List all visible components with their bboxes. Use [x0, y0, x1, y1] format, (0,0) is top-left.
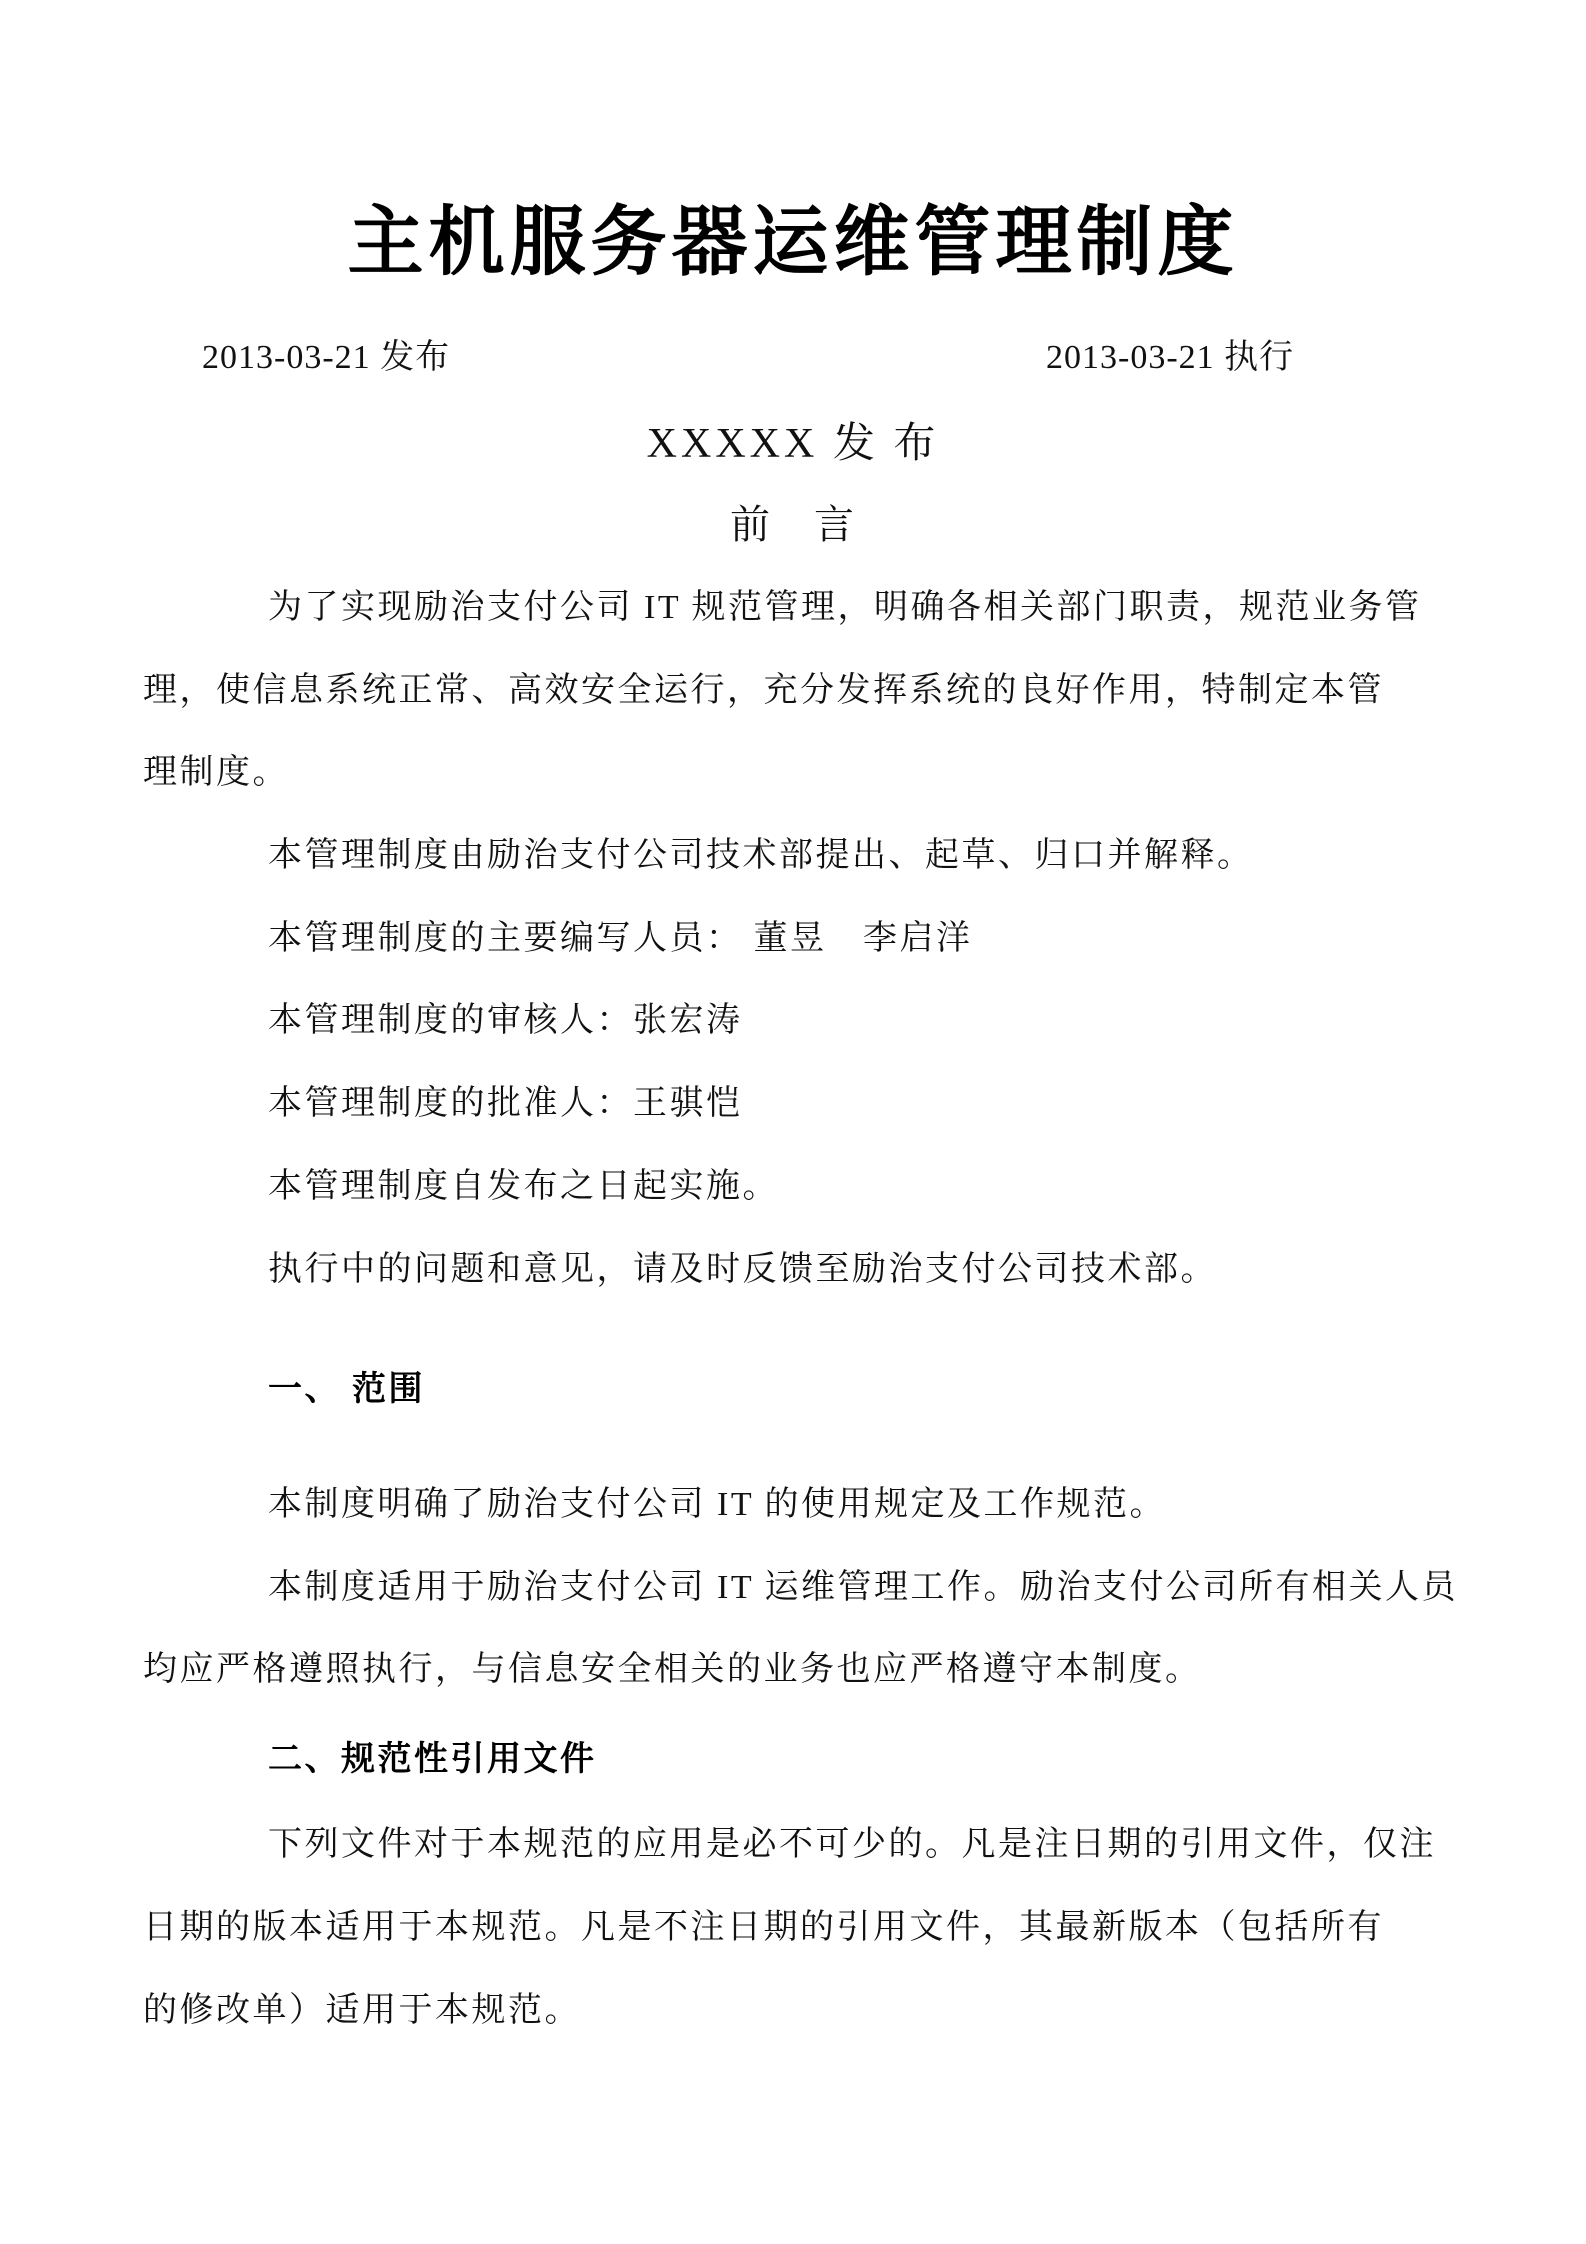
preface-line: 执行中的问题和意见，请及时反馈至励治支付公司技术部。	[268, 1251, 1217, 1288]
preface-line: 本管理制度由励治支付公司技术部提出、起草、归口并解释。	[268, 837, 1254, 874]
section-line: 的修改单）适用于本规范。	[143, 1992, 581, 2029]
section-line: 均应严格遵照执行，与信息安全相关的业务也应严格遵守本制度。	[143, 1651, 1202, 1688]
section-line: 下列文件对于本规范的应用是必不可少的。凡是注日期的引用文件，仅注	[268, 1826, 1436, 1863]
section-heading-references: 二、规范性引用文件	[268, 1741, 597, 1778]
publisher-line: XXXXX 发 布	[646, 421, 940, 467]
preface-line: 本管理制度自发布之日起实施。	[268, 1168, 779, 1205]
release-date: 2013-03-21 发布	[202, 339, 451, 376]
preface-line: 本管理制度的批准人：王骐恺	[268, 1085, 743, 1122]
section-line: 本制度适用于励治支付公司 IT 运维管理工作。励治支付公司所有相关人员	[268, 1569, 1458, 1606]
preface-line: 本管理制度的主要编写人员： 董昱 李启洋	[268, 920, 973, 957]
section-line: 日期的版本适用于本规范。凡是不注日期的引用文件，其最新版本（包括所有	[143, 1909, 1384, 1946]
preface-line: 理制度。	[143, 754, 289, 791]
section-line: 本制度明确了励治支付公司 IT 的使用规定及工作规范。	[268, 1486, 1166, 1523]
preface-line: 本管理制度的审核人：张宏涛	[268, 1002, 743, 1039]
section-heading-scope: 一、 范围	[268, 1371, 425, 1408]
execute-date: 2013-03-21 执行	[1046, 339, 1295, 376]
document-title: 主机服务器运维管理制度	[347, 201, 1239, 285]
preface-heading: 前 言	[730, 502, 856, 547]
preface-line: 理，使信息系统正常、高效安全运行，充分发挥系统的良好作用，特制定本管	[143, 672, 1384, 709]
preface-line: 为了实现励治支付公司 IT 规范管理，明确各相关部门职责，规范业务管	[268, 589, 1422, 626]
